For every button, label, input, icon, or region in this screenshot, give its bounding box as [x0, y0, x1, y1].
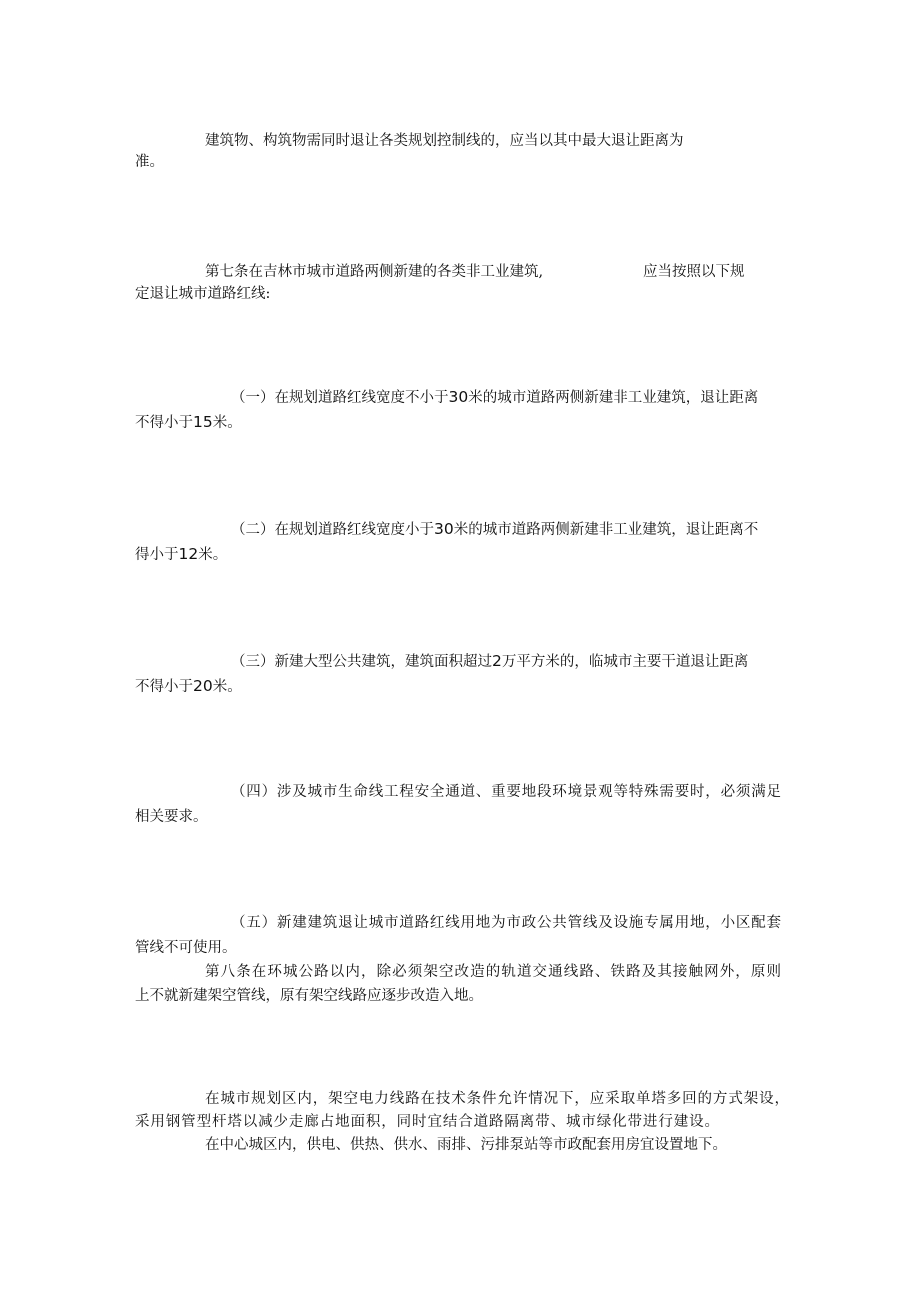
item-2-distance-value: 12: [178, 545, 199, 563]
item-1-text-d: 米。: [212, 415, 242, 431]
item-1-line-1: [231, 387, 758, 408]
item-3-line-1: [231, 651, 748, 672]
item-3-text-d: 米。: [212, 679, 242, 695]
article-7-line-2: 定退让城市道路红线:: [135, 286, 271, 302]
paragraph-10-line-1: 在中心城区内，供电、供热、供水、雨排、污排泵站等市政配套用房宜设置地下。: [205, 1137, 727, 1153]
item-3-distance-value: 20: [193, 677, 213, 695]
article-7-line-1a: 第七条在吉林市城市道路两侧新建的各类非工业建筑,: [205, 264, 544, 280]
article-8-line-1: 第八条在环城公路以内，除必须架空改造的轨道交通线路、铁路及其接触网外，原则: [205, 964, 781, 980]
item-2-text-b: 米的城市道路两侧新建非工业建筑，退让距离不: [453, 522, 759, 538]
item-2-line-2: [135, 544, 227, 565]
item-2-line-1: [231, 519, 758, 540]
paragraph-1-line-1: 建筑物、构筑物需同时退让各类规划控制线的，应当以其中最大退让距离为: [205, 133, 684, 149]
paragraph-9-line-2: 采用钢管型杆塔以减少走廊占地面积，同时宜结合道路隔离带、城市绿化带进行建设。: [135, 1114, 719, 1130]
item-5-line-2: 管线不可使用。: [135, 940, 237, 956]
item-2-text-a: （二）在规划道路红线宽度小于: [231, 522, 434, 538]
item-3-text-b: 万平方米的，临城市主要干道退让距离: [501, 654, 749, 670]
article-7-line-1b: 应当按照以下规: [643, 264, 745, 280]
item-2-width-value: 30: [434, 520, 454, 538]
article-8-line-2: 上不就新建架空管线，原有架空线路应逐步改造入地。: [135, 988, 483, 1004]
item-4-line-2: 相关要求。: [135, 809, 208, 825]
item-5-line-1: （五）新建建筑退让城市道路红线用地为市政公共管线及设施专属用地，小区配套: [231, 915, 781, 931]
item-3-text-c: 不得小于: [135, 679, 193, 695]
item-1-distance-value: 15: [193, 413, 213, 431]
paragraph-9-line-1: 在城市规划区内，架空电力线路在技术条件允许情况下，应采取单塔多回的方式架设，: [205, 1091, 789, 1107]
item-1-text-c: 不得小于: [135, 415, 193, 431]
item-1-text-a: （一）在规划道路红线宽度不小于: [231, 390, 449, 406]
item-1-width-value: 30: [448, 388, 469, 406]
item-1-text-b: 米的城市道路两侧新建非工业建筑，退让距离: [468, 390, 759, 406]
item-1-line-2: [135, 412, 242, 433]
item-4-line-1: （四）涉及城市生命线工程安全通道、重要地段环境景观等特殊需要时，必须满足: [231, 784, 781, 800]
item-3-line-2: [135, 676, 242, 697]
item-3-text-a: （三）新建大型公共建筑，建筑面积超过: [231, 654, 492, 670]
paragraph-1-line-2: 准。: [135, 154, 164, 170]
item-2-text-d: 米。: [198, 547, 228, 563]
item-2-text-c: 得小于: [135, 547, 179, 563]
item-3-area-value: 2: [492, 652, 502, 670]
